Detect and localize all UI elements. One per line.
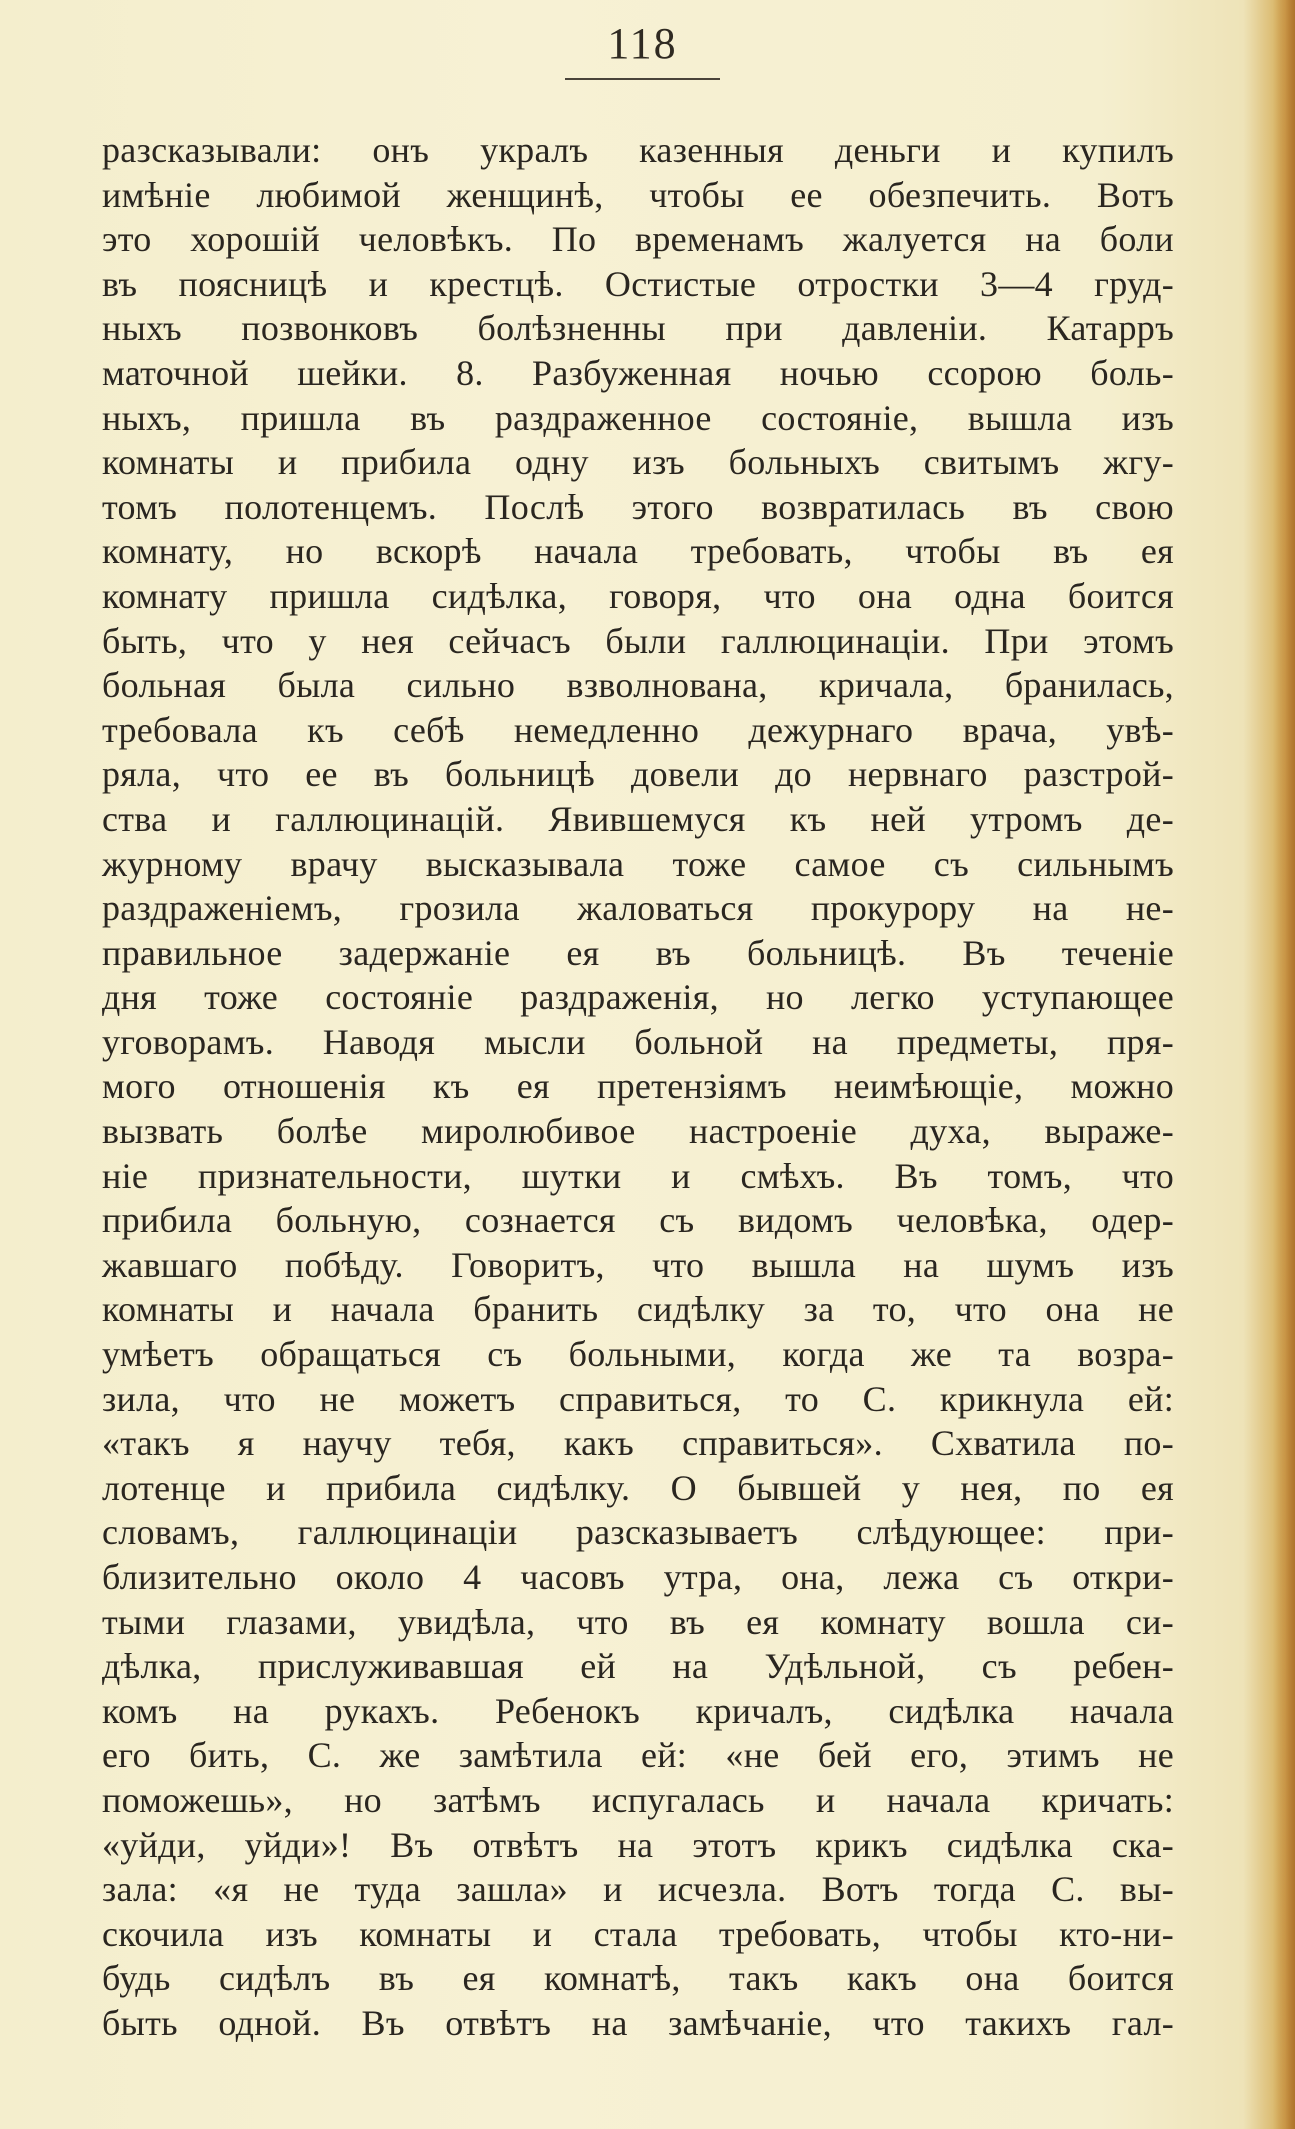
- text-line: комъ на рукахъ. Ребенокъ кричалъ, сидѣлка начала: [102, 1690, 1174, 1731]
- text-line: зила, что не можетъ справиться, то С. крикнула ей:: [102, 1378, 1174, 1419]
- text-line: ніе признательности, шутки и смѣхъ. Въ томъ, что: [102, 1155, 1174, 1196]
- text-line: скочила изъ комнаты и стала требовать, чтобы кто-ни-: [102, 1913, 1174, 1954]
- text-line: разсказывали: онъ укралъ казенныя деньги и купилъ: [102, 130, 1174, 170]
- text-line: тыми глазами, увидѣла, что въ ея комнату вошла си-: [102, 1601, 1174, 1642]
- text-line: въ поясницѣ и крестцѣ. Остистые отростки 3—4 груд-: [102, 263, 1174, 304]
- text-line: вызвать болѣе миролюбивое настроеніе духа, выраже-: [102, 1111, 1174, 1152]
- body-text: [102, 128, 1174, 2046]
- text-line: имѣніе любимой женщинѣ, чтобы ее обезпечить. Вотъ: [102, 174, 1174, 215]
- text-line: комнату пришла сидѣлка, говоря, что она одна боится: [102, 575, 1174, 616]
- text-line: прибила больную, сознается съ видомъ человѣка, одер-: [102, 1200, 1174, 1241]
- text-line: комнаты и прибила одну изъ больныхъ свитымъ жгу-: [102, 442, 1174, 483]
- text-line: раздраженіемъ, грозила жаловаться прокурору на не-: [102, 888, 1174, 929]
- text-line: комнаты и начала бранить сидѣлку за то, что она не: [102, 1289, 1174, 1330]
- text-line: ства и галлюцинацій. Явившемуся къ ней утромъ де-: [102, 798, 1174, 839]
- text-line: дѣлка, прислуживавшая ей на Удѣльной, съ ребен-: [102, 1646, 1174, 1687]
- text-line: маточной шейки. 8. Разбуженная ночью ссорою боль-: [102, 352, 1174, 393]
- text-line: поможешь», но затѣмъ испугалась и начала кричать:: [102, 1779, 1174, 1820]
- text-line: будь сидѣлъ въ ея комнатѣ, такъ какъ она боится: [102, 1958, 1174, 1999]
- text-line: уговорамъ. Наводя мысли больной на предметы, пря-: [102, 1021, 1174, 1062]
- text-line: быть одной. Въ отвѣтъ на замѣчаніе, что такихъ гал-: [102, 2002, 1174, 2043]
- text-line: словамъ, галлюцинаціи разсказываетъ слѣдующее: при-: [102, 1512, 1174, 1553]
- text-line: «уйди, уйди»! Въ отвѣтъ на этотъ крикъ сидѣлка ска-: [102, 1824, 1174, 1865]
- text-line: «такъ я научу тебя, какъ справиться». Схватила по-: [102, 1423, 1174, 1464]
- text-line: мого отношенія къ ея претензіямъ неимѣющіе, можно: [102, 1066, 1174, 1107]
- page-edge-shadow: [1273, 0, 1295, 2129]
- text-line: быть, что у нея сейчасъ были галлюцинаціи. При этомъ: [102, 620, 1174, 661]
- header-rule: [565, 78, 720, 80]
- text-line: комнату, но вскорѣ начала требовать, чтобы въ ея: [102, 531, 1174, 572]
- text-line: его бить, С. же замѣтила ей: «не бей его, этимъ не: [102, 1735, 1174, 1776]
- text-line: ныхъ, пришла въ раздраженное состояніе, вышла изъ: [102, 397, 1174, 438]
- text-line: дня тоже состояніе раздраженія, но легко уступающее: [102, 977, 1174, 1018]
- text-line: журному врачу высказывала тоже самое съ сильнымъ: [102, 843, 1174, 884]
- text-line: зала: «я не туда зашла» и исчезла. Вотъ тогда С. вы-: [102, 1869, 1174, 1910]
- text-line: ряла, что ее въ больницѣ довели до нервнаго разстрой-: [102, 754, 1174, 795]
- text-line: требовала къ себѣ немедленно дежурнаго врача, увѣ-: [102, 709, 1174, 750]
- text-line: лотенце и прибила сидѣлку. О бывшей у нея, по ея: [102, 1467, 1174, 1508]
- text-line: ныхъ позвонковъ болѣзненны при давленіи. Катарръ: [102, 308, 1174, 349]
- text-line: томъ полотенцемъ. Послѣ этого возвратилась въ свою: [102, 486, 1174, 527]
- text-line: это хорошій человѣкъ. По временамъ жалуется на боли: [102, 219, 1174, 260]
- text-line: правильное задержаніе ея въ больницѣ. Въ теченіе: [102, 932, 1174, 973]
- text-line: близительно около 4 часовъ утра, она, лежа съ откри-: [102, 1557, 1174, 1597]
- text-line: жавшаго побѣду. Говоритъ, что вышла на шумъ изъ: [102, 1244, 1174, 1285]
- text-line: умѣетъ обращаться съ больными, когда же та возра-: [102, 1334, 1174, 1375]
- page-number: 118: [607, 19, 678, 68]
- page-header: [565, 18, 720, 80]
- text-line: больная была сильно взволнована, кричала, бранилась,: [102, 665, 1174, 706]
